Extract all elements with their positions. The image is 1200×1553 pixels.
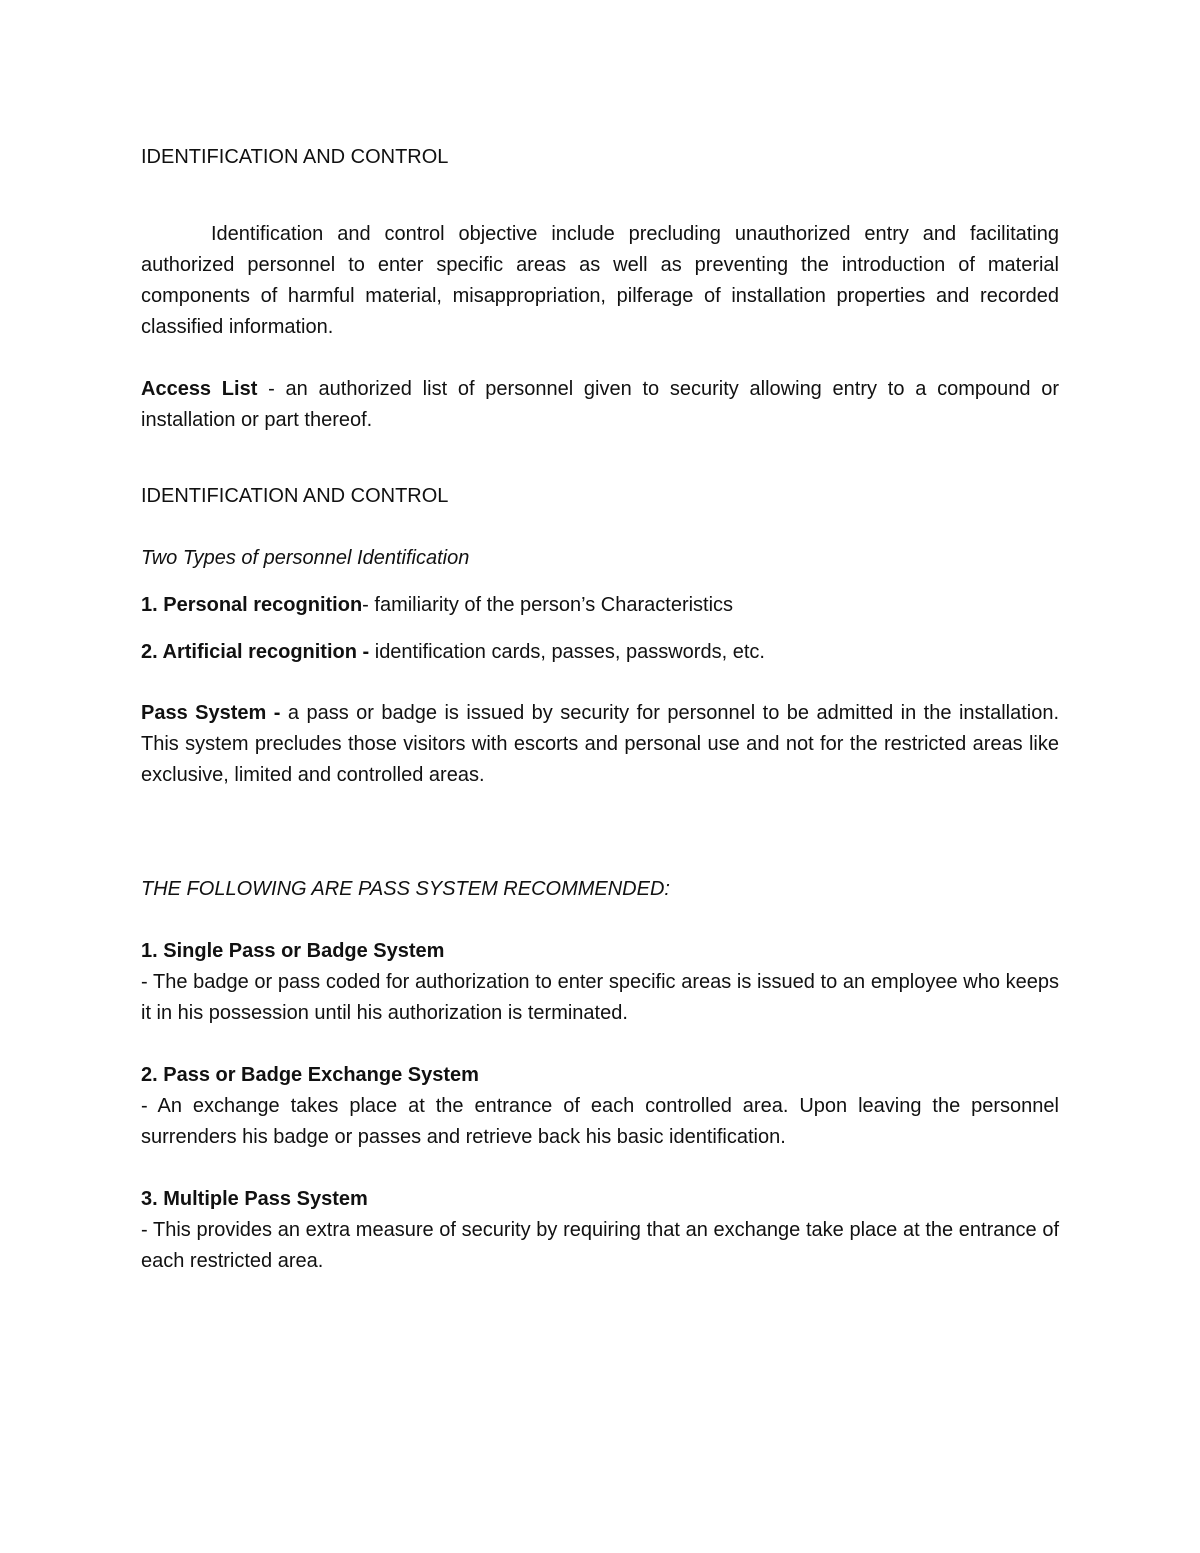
recommendation-item (141, 1184, 1059, 1277)
type-definition: identification cards, passes, passwords, etc. (369, 641, 765, 663)
section-heading: IDENTIFICATION AND CONTROL (141, 146, 449, 168)
recommendation-item (141, 1060, 1059, 1153)
section-heading-2: IDENTIFICATION AND CONTROL (141, 485, 449, 507)
recommendation-text: - An exchange takes place at the entrance of each controlled area. Upon leaving the personnel surrenders his badge or passes and retrieve back his basic identification. (141, 1095, 1059, 1148)
intro-paragraph: Identification and control objective include precluding unauthorized entry and facilitating authorized personnel to enter specific areas as well as preventing the introduction of material components of harmful material, misappropriation, pilferage of installation properties and recorded classified information. (141, 223, 1059, 338)
type-item-personal (141, 590, 1059, 621)
recommendation-title: 3. Multiple Pass System (141, 1188, 368, 1210)
access-list-term: Access List (141, 378, 258, 400)
access-list-paragraph (141, 374, 1059, 436)
access-list-definition: - an authorized list of personnel given to security allowing entry to a compound or installation or part thereof. (141, 378, 1060, 431)
recommendation-title: 1. Single Pass or Badge System (141, 940, 445, 962)
type-term: 1. Personal recognition (141, 594, 363, 616)
pass-system-definition: a pass or badge is issued by security for personnel to be admitted in the installation. This system precludes those visitors with escorts and personal use and not for the restricted areas like exclusive, limited and controlled areas. (141, 702, 1060, 786)
recommendation-text: - This provides an extra measure of security by requiring that an exchange take place at the entrance of each restricted area. (141, 1219, 1059, 1272)
type-term: 2. Artificial recognition - (141, 641, 370, 663)
types-title: Two Types of personnel Identification (141, 547, 470, 569)
type-definition: - familiarity of the person’s Characteristics (362, 594, 734, 616)
type-item-artificial (141, 637, 1059, 668)
document-body (141, 142, 1059, 1277)
recommend-title: THE FOLLOWING ARE PASS SYSTEM RECOMMENDED: (141, 878, 670, 900)
pass-system-paragraph (141, 698, 1059, 791)
recommendation-item (141, 936, 1059, 1029)
recommendation-title: 2. Pass or Badge Exchange System (141, 1064, 479, 1086)
recommendation-text: - The badge or pass coded for authorization to enter specific areas is issued to an employee who keeps it in his possession until his authorization is terminated. (141, 971, 1059, 1024)
pass-system-term: Pass System - (141, 702, 281, 724)
